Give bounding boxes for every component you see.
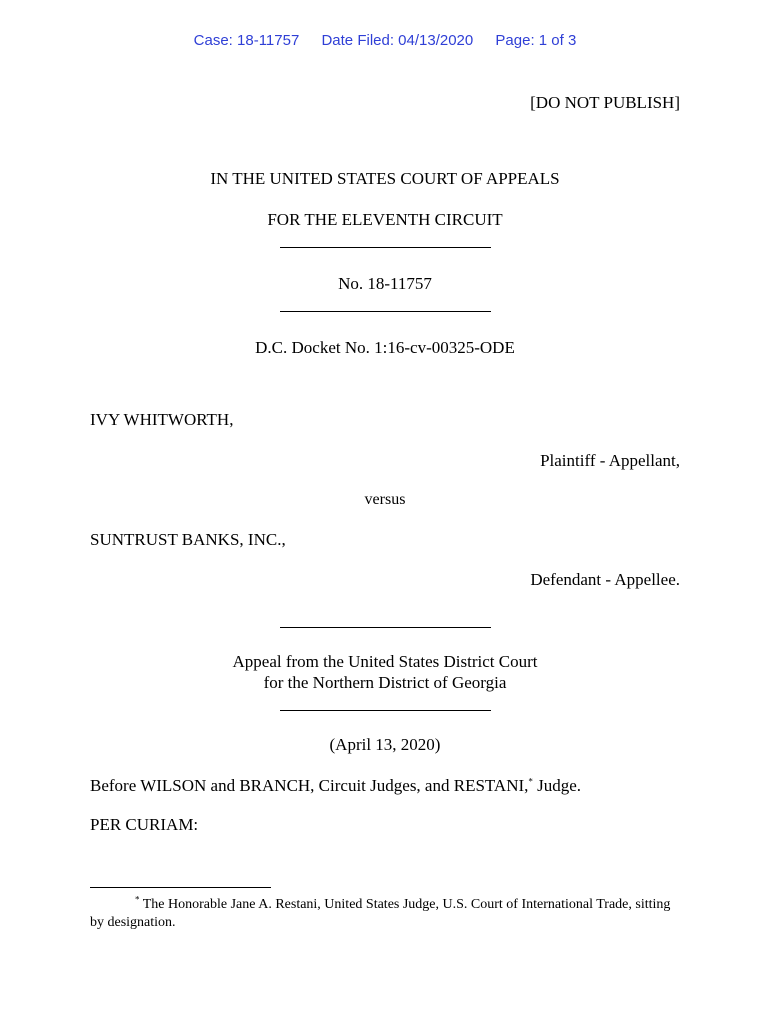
page-count-header: Page: 1 of 3: [495, 32, 577, 49]
docket-number: D.C. Docket No. 1:16-cv-00325-ODE: [255, 338, 515, 357]
separator-rule: [280, 627, 491, 628]
publish-notice: [DO NOT PUBLISH]: [530, 93, 680, 112]
plaintiff-role: Plaintiff - Appellant,: [540, 451, 680, 470]
filing-header: [0, 32, 770, 49]
case-number-header: Case: 18-11757: [193, 32, 300, 49]
panel-line: [90, 776, 581, 796]
appeal-source-line1: Appeal from the United States District Court: [232, 652, 538, 671]
footnote-rule: [90, 887, 271, 888]
footnote-ref: *: [528, 776, 533, 787]
defendant-name: SUNTRUST BANKS, INC.,: [90, 530, 286, 549]
separator-rule: [280, 710, 491, 711]
plaintiff-name: IVY WHITWORTH,: [90, 410, 234, 429]
circuit-name: FOR THE ELEVENTH CIRCUIT: [267, 210, 503, 229]
panel-text: Before WILSON and BRANCH, Circuit Judges, and RESTANI,: [90, 776, 529, 795]
date-filed-header: Date Filed: 04/13/2020: [321, 32, 474, 49]
footnote-marker: *: [135, 894, 140, 905]
footnote: [90, 896, 680, 932]
versus-label: versus: [364, 491, 406, 508]
defendant-role: Defendant - Appellee.: [530, 570, 680, 589]
separator-rule: [280, 311, 491, 312]
appeal-case-number: No. 18-11757: [338, 274, 432, 293]
panel-text-end: Judge.: [532, 776, 582, 795]
per-curiam-heading: PER CURIAM:: [90, 815, 199, 834]
footnote-text: The Honorable Jane A. Restani, United States Judge, U.S. Court of International Trade, sitting by designation.: [90, 897, 671, 930]
decision-date: (April 13, 2020): [329, 735, 441, 754]
appeal-source-line2: for the Northern District of Georgia: [263, 673, 507, 692]
separator-rule: [280, 247, 491, 248]
court-name: IN THE UNITED STATES COURT OF APPEALS: [210, 169, 560, 188]
